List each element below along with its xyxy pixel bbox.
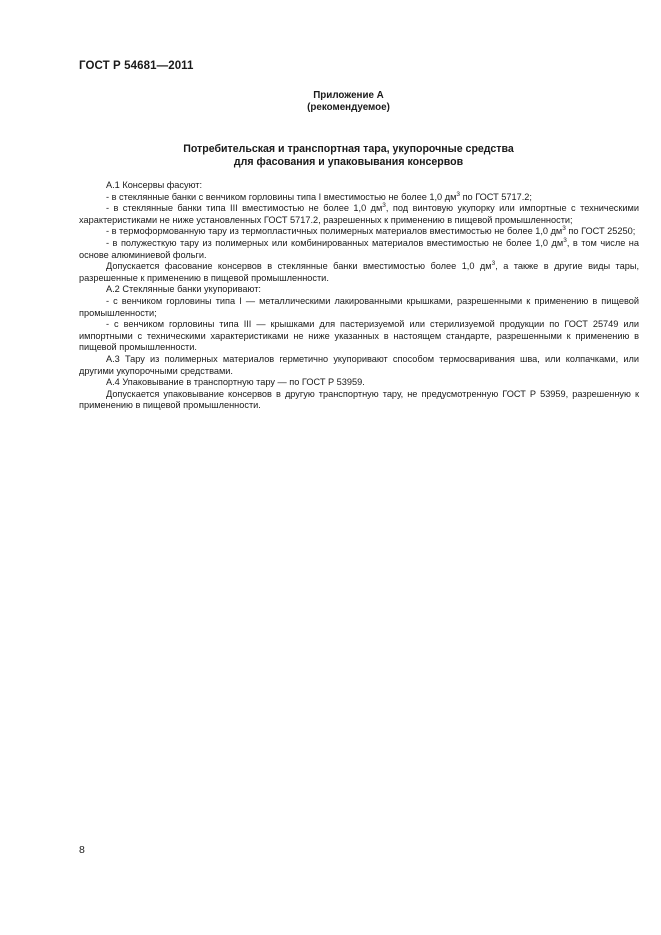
annex-title <box>0 143 661 169</box>
paragraph-text: - с венчиком горловины типа III — крышками для пастеризуемой или стерилизуемой продукции по ГОСТ 25749 или импортными с техническими характеристиками не ниже указанных в настоящем стандарте, разрешенными к применению в пищевой промышленности. <box>79 319 639 353</box>
body-paragraph <box>79 203 639 226</box>
annex-title-line-1: Потребительская и транспортная тара, укупорочные средства <box>183 143 514 155</box>
paragraph-text: , а также в другие виды тары, разрешенные к применению в пищевой промышленности. <box>79 261 640 283</box>
body-paragraph <box>79 192 639 204</box>
body-paragraph <box>79 180 639 192</box>
paragraph-text: , под винтовую укупорку или импортные с техническими характеристиками не ниже установленных ГОСТ 5717.2, разрешенных к применению в пищевой промышленности; <box>79 203 639 225</box>
body-paragraph <box>79 389 639 412</box>
paragraph-text: Допускается упаковывание консервов в другую транспортную тару, не предусмотренную ГОСТ Р 53959, разрешенную к применению в пищевой промышленности. <box>79 388 639 411</box>
paragraph-text: А.4 Упаковывание в транспортную тару — по ГОСТ Р 53959. <box>106 377 365 388</box>
body-paragraph <box>79 354 639 377</box>
annex-title-line-2: для фасования и упаковывания консервов <box>233 156 464 168</box>
superscript: 3 <box>563 236 567 244</box>
paragraph-text: А.3 Тару из полимерных материалов герметично укупоривают способом термосваривания шва, или колпачками, или другими укупорочными средствами. <box>79 353 639 376</box>
body-paragraph <box>79 238 639 261</box>
page-number: 8 <box>79 844 85 856</box>
superscript: 3 <box>382 202 386 210</box>
paragraph-text: - в стеклянные банки типа III вместимостью не более 1,0 дм <box>106 203 383 214</box>
annex-status: (рекомендуемое) <box>307 102 390 113</box>
annex-heading <box>0 90 661 114</box>
paragraph-text: по ГОСТ 25250; <box>565 226 636 237</box>
paragraph-text: по ГОСТ 5717.2; <box>460 191 532 202</box>
body-paragraph <box>79 226 639 238</box>
paragraph-text: Допускается фасование консервов в стеклянные банки вместимостью более 1,0 дм <box>106 261 492 272</box>
body-paragraph <box>79 296 639 319</box>
annex-body <box>79 180 639 412</box>
paragraph-text: , в том числе на основе алюминиевой фольги. <box>79 237 639 260</box>
superscript: 3 <box>491 260 496 268</box>
paragraph-text: А.1 Консервы фасуют: <box>106 180 203 190</box>
annex-name: Приложение А <box>313 90 384 101</box>
paragraph-text: - в термоформованную тару из термопластичных полимерных материалов вместимостью не более 1,0 дм <box>106 226 563 237</box>
body-paragraph <box>79 284 639 296</box>
body-paragraph <box>79 319 639 354</box>
paragraph-text: А.2 Стеклянные банки укупоривают: <box>106 284 261 295</box>
paragraph-text: - в стеклянные банки с венчиком горловины типа I вместимостью не более 1,0 дм <box>106 191 457 202</box>
body-paragraph <box>79 377 639 389</box>
superscript: 3 <box>562 225 566 233</box>
document-code: ГОСТ Р 54681—2011 <box>79 60 194 72</box>
superscript: 3 <box>456 190 461 198</box>
paragraph-text: - в полужесткую тару из полимерных или комбинированных материалов вместимостью не более 1,0 дм <box>106 237 564 248</box>
body-paragraph <box>79 261 639 284</box>
paragraph-text: - с венчиком горловины типа I — металлическими лакированными крышками, разрешенными к применению в пищевой промышленности; <box>79 295 639 318</box>
